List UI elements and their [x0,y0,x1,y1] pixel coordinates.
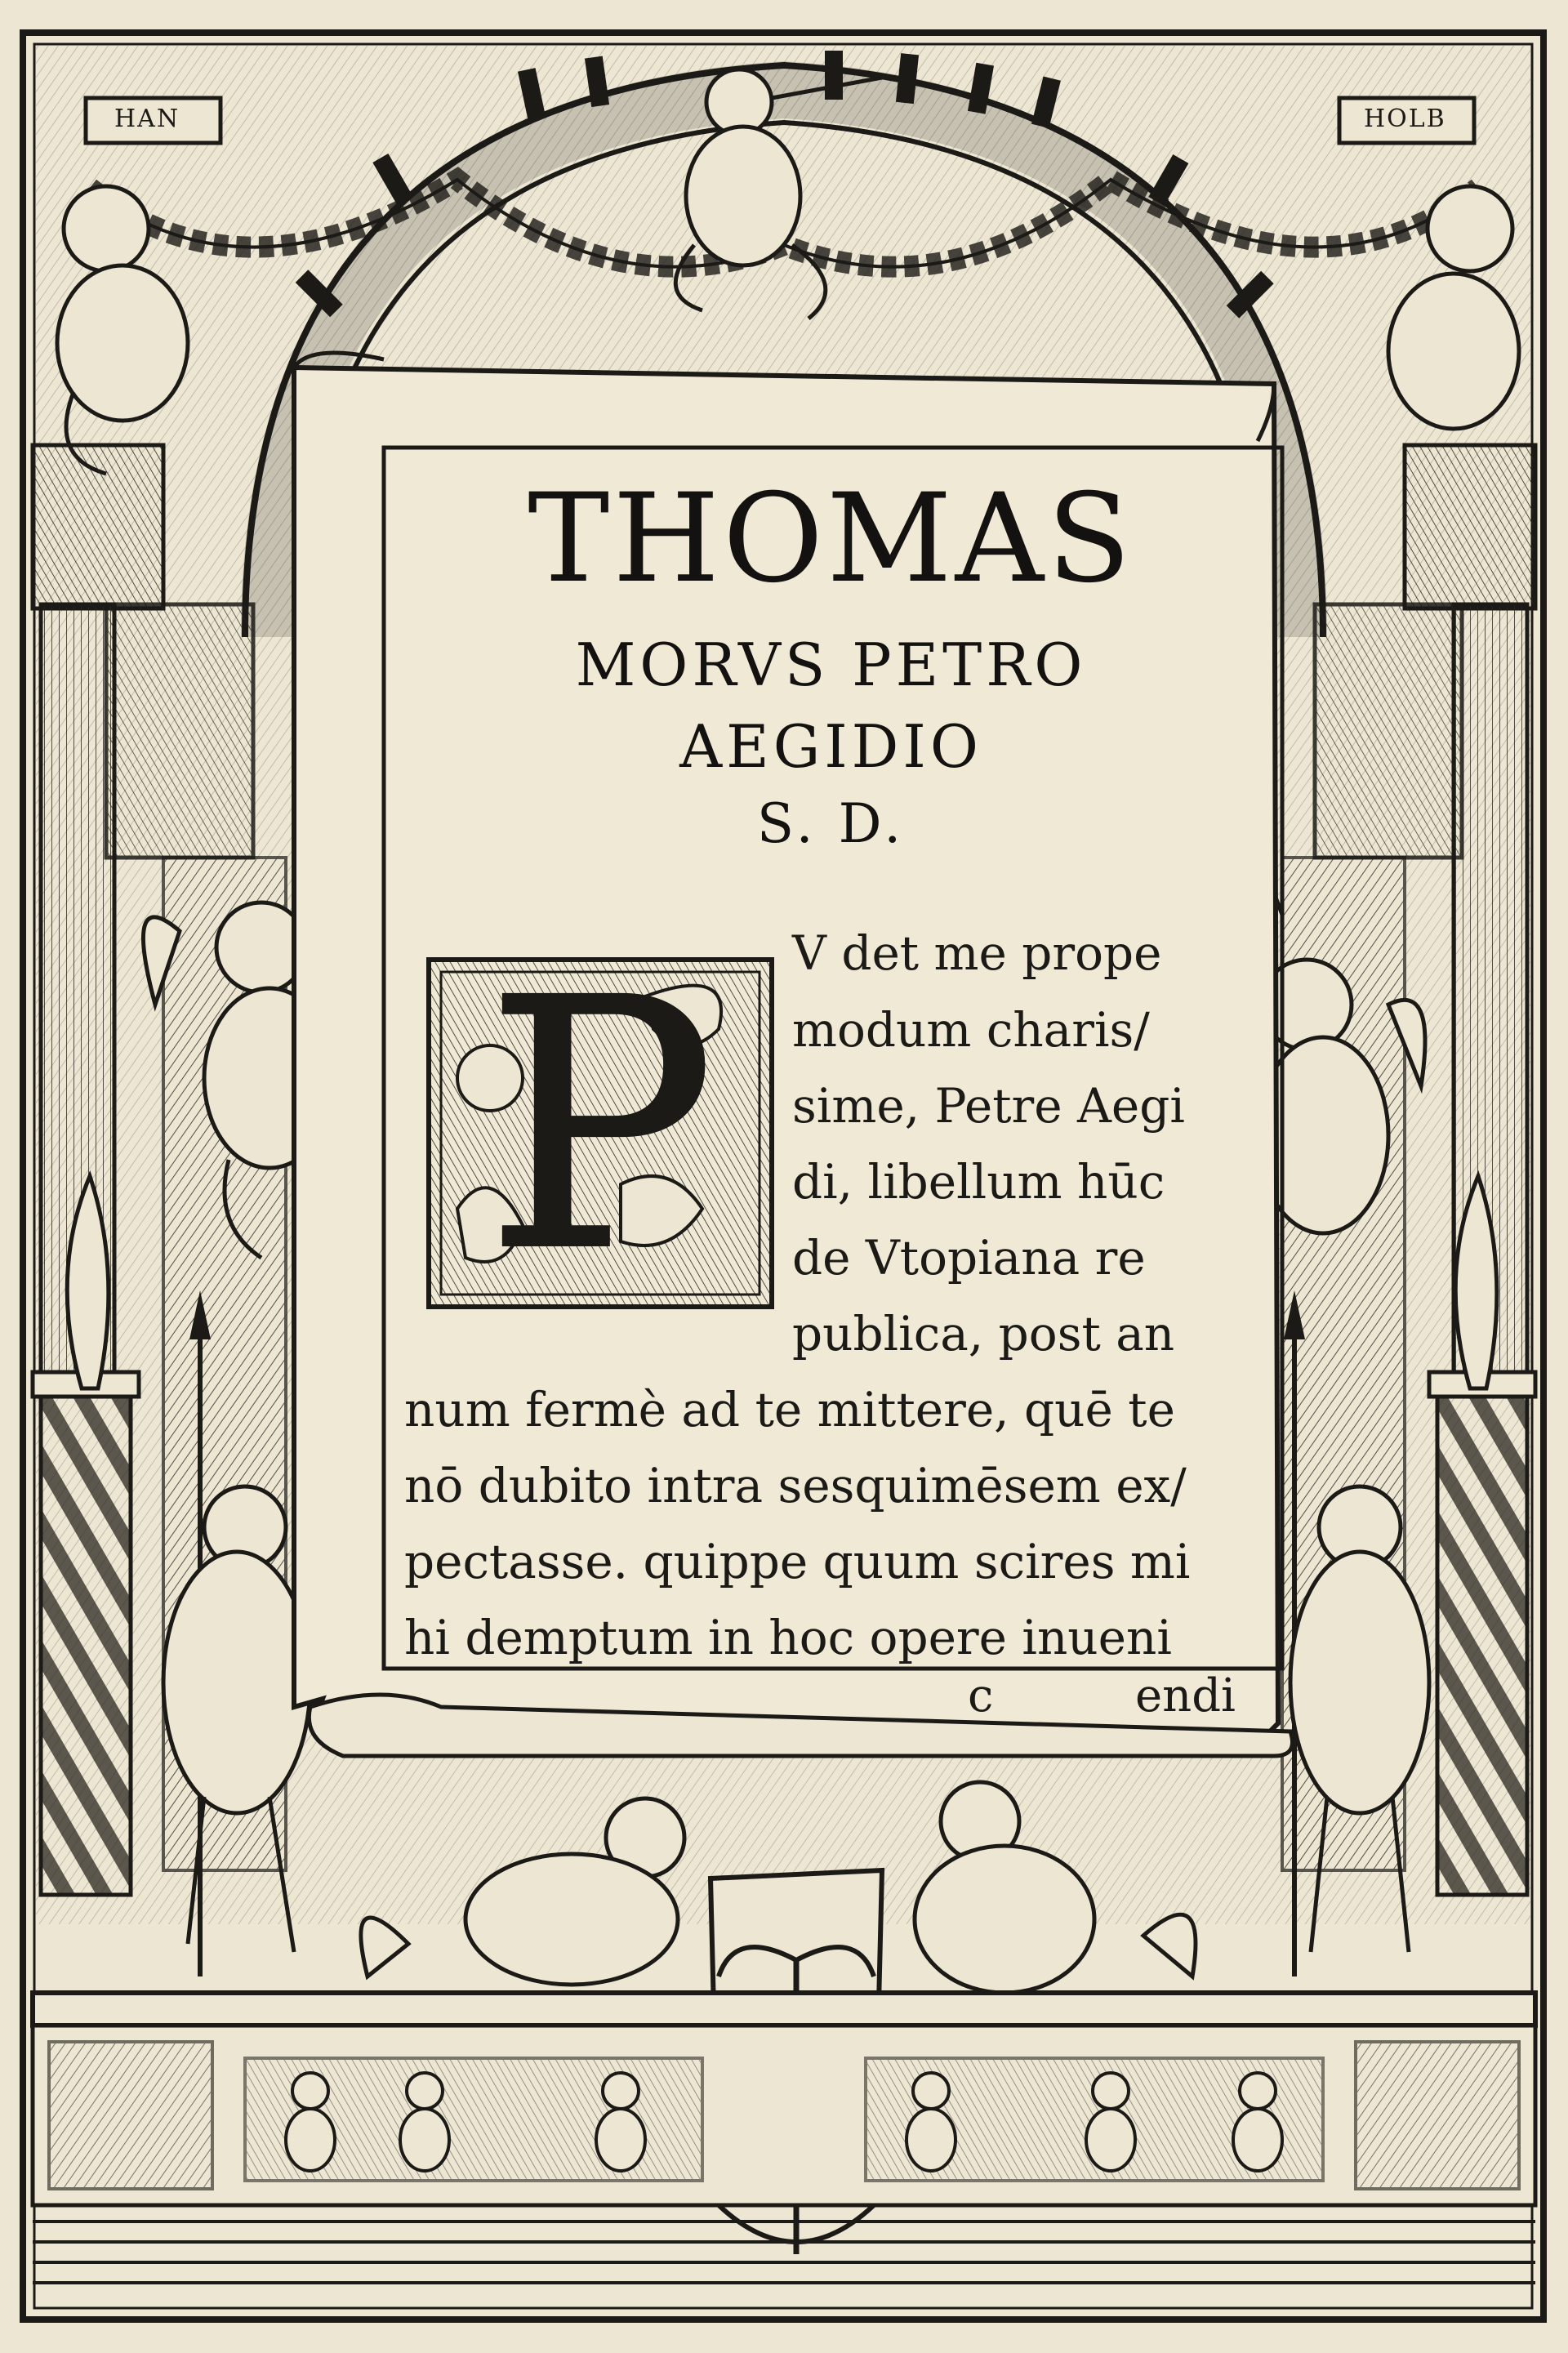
frame-label-left: HAN [114,105,180,133]
text-line: hi demptum in hoc opere inueni [404,1610,1172,1665]
text-line: pectasse. quippe quum scires mi [404,1534,1191,1589]
initial-letter: P [484,927,716,1326]
title-line-sd: S. D. [756,792,906,855]
text-line: sime, Petre Aegi [792,1078,1185,1134]
signature-mark: c [968,1669,994,1722]
title-line-aegidio: AEGIDIO [679,712,982,781]
text-line: de Vtopiana re [792,1230,1146,1286]
frame-label-right: HOLB [1364,105,1446,133]
text-line: modum charis/ [792,1002,1150,1058]
text-line: di, libellum hūc [792,1154,1165,1210]
catchword: endi [1135,1669,1236,1722]
text-line: publica, post an [792,1306,1175,1361]
text-line: V det me prope [792,925,1162,981]
title-line-morus-petro: MORVS PETRO [575,631,1087,699]
text-line: nō dubito intra sesquimēsem ex/ [404,1458,1187,1513]
title-line-thomas: THOMAS [528,468,1134,610]
text-line: num fermè ad te mittere, quē te [404,1382,1175,1437]
